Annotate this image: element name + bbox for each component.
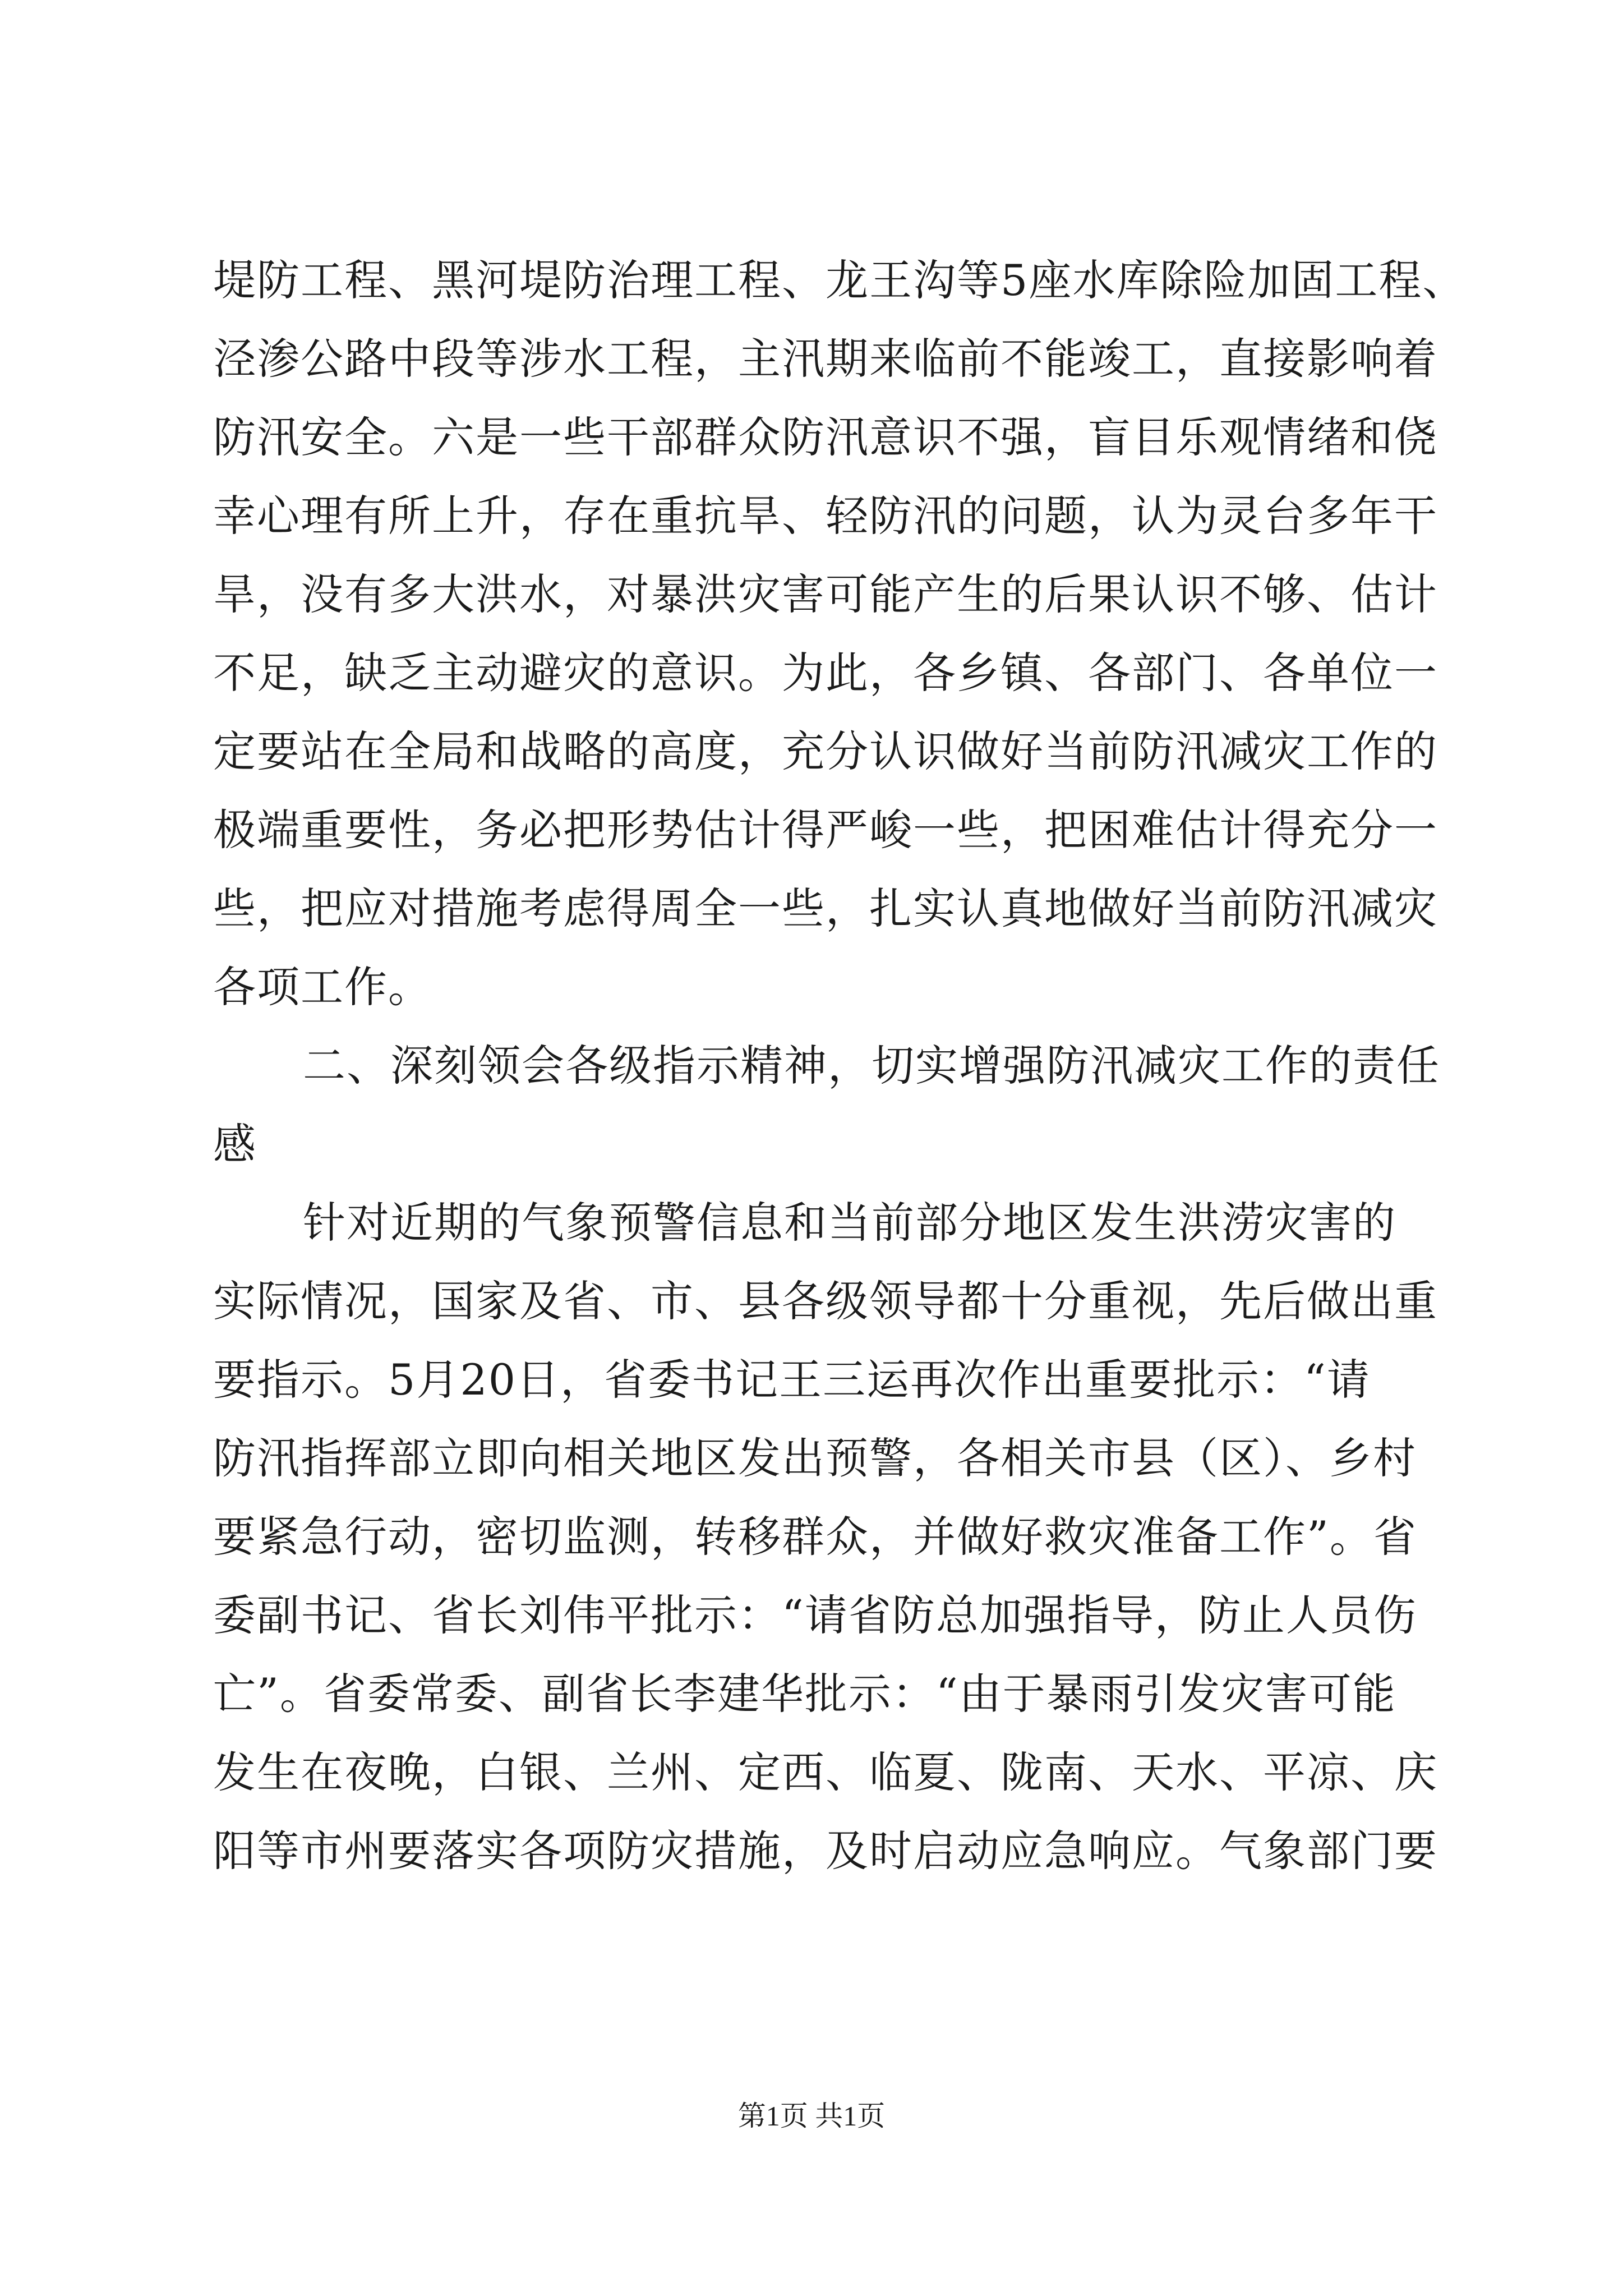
text-line: 幸心理有所上升，存在重抗旱、轻防汛的问题，认为灵台多年干 [213,491,1438,541]
text-line: 委副书记、省长刘伟平批示：“请省防总加强指导，防止人员伤 [213,1590,1417,1640]
text-line: 阳等市州要落实各项防灾措施，及时启动应急响应。气象部门要 [213,1826,1438,1876]
page-number-footer: 第1页 共1页 [737,2100,886,2132]
text-line: 泾渗公路中段等涉水工程，主汛期来临前不能竣工，直接影响着 [213,334,1438,384]
paragraph-first-line: 针对近期的气象预警信息和当前部分地区发生洪涝灾害的 [303,1198,1396,1248]
text-line: 极端重要性，务必把形势估计得严峻一些，把困难估计得充分一 [213,805,1438,855]
text-line: 防汛安全。六是一些干部群众防汛意识不强，盲目乐观情绪和侥 [213,412,1438,462]
section-heading: 二、深刻领会各级指示精神，切实增强防汛减灾工作的责任 [303,1041,1440,1091]
text-line: 旱，没有多大洪水，对暴洪灾害可能产生的后果认识不够、估计 [213,569,1438,619]
text-line: 实际情况，国家及省、市、县各级领导都十分重视，先后做出重 [213,1276,1438,1326]
text-line: 要指示。5月20日，省委书记王三运再次作出重要批示：“请 [213,1355,1371,1405]
text-line: 要紧急行动，密切监测，转移群众，并做好救灾准备工作”。省 [213,1512,1417,1562]
section-heading-continued: 感 [213,1119,257,1169]
text-line: 不足，缺乏主动避灾的意识。为此，各乡镇、各部门、各单位一 [213,648,1438,698]
text-line: 些，把应对措施考虑得周全一些，扎实认真地做好当前防汛减灾 [213,884,1438,933]
text-line: 定要站在全局和战略的高度，充分认识做好当前防汛减灾工作的 [213,726,1438,776]
text-line: 堤防工程、黑河堤防治理工程、龙王沟等5座水库除险加固工程、 [213,255,1467,305]
text-line: 发生在夜晚，白银、兰州、定西、临夏、陇南、天水、平凉、庆 [213,1747,1438,1797]
text-line: 防汛指挥部立即向相关地区发出预警，各相关市县（区）、乡村 [213,1433,1417,1483]
text-line: 各项工作。 [213,962,432,1012]
text-line: 亡”。省委常委、副省长李建华批示：“由于暴雨引发灾害可能 [213,1669,1396,1719]
